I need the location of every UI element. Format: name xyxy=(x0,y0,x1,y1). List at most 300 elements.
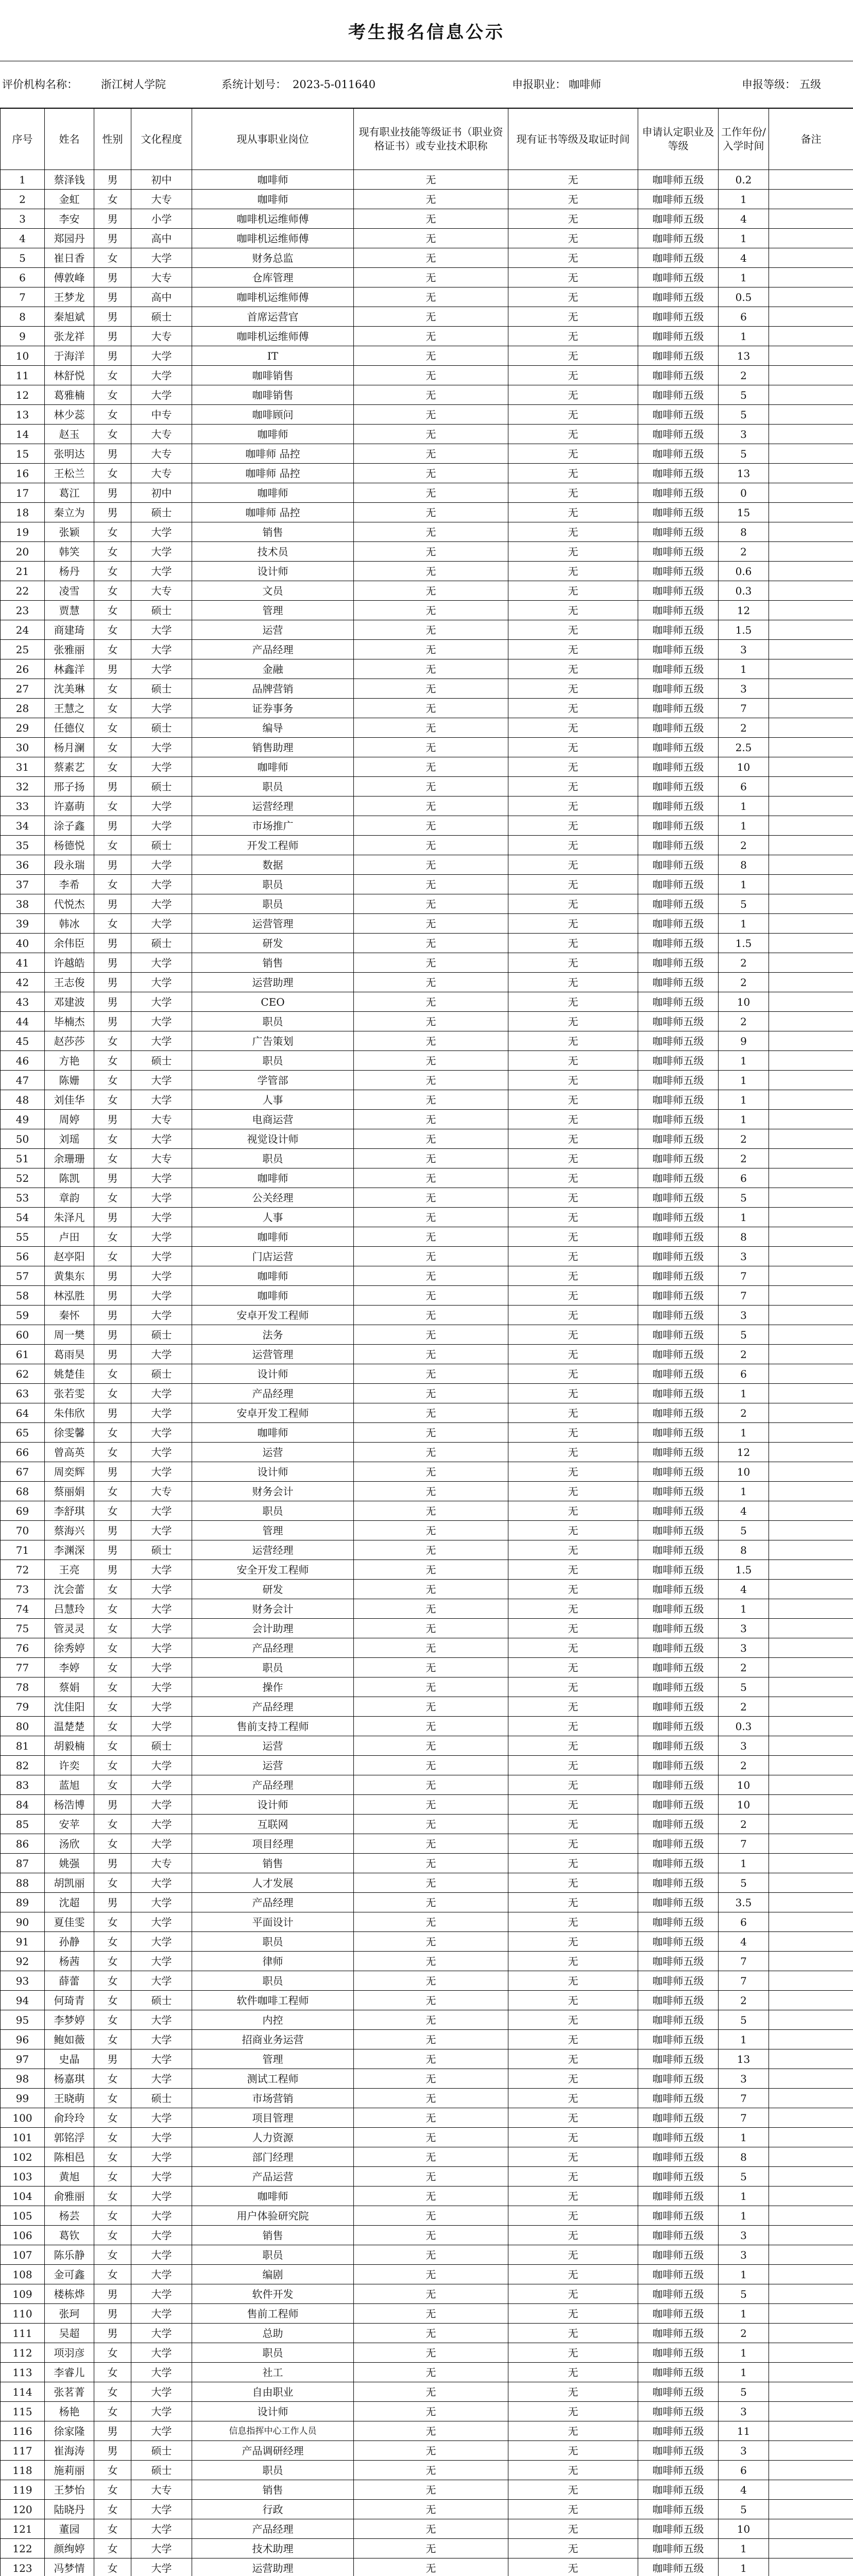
cell-education: 大学 xyxy=(131,1031,192,1051)
cell-applied-level: 咖啡师五级 xyxy=(638,601,719,620)
cell-applied-level: 咖啡师五级 xyxy=(638,1697,719,1717)
cell-work-years: 1 xyxy=(719,1482,769,1501)
cell-index: 66 xyxy=(1,1443,45,1462)
cell-gender: 男 xyxy=(94,346,131,366)
cell-name: 杨艳 xyxy=(45,2402,94,2421)
cell-cert-level: 无 xyxy=(508,229,638,248)
cell-applied-level: 咖啡师五级 xyxy=(638,1775,719,1795)
cell-remark xyxy=(769,1795,853,1815)
cell-remark xyxy=(769,170,853,190)
cell-name: 孙静 xyxy=(45,1932,94,1952)
cell-position: 设计师 xyxy=(192,1462,354,1482)
cell-work-years: 1 xyxy=(719,816,769,836)
cell-certificate: 无 xyxy=(354,1677,508,1697)
cell-name: 杨月澜 xyxy=(45,738,94,757)
cell-gender: 女 xyxy=(94,757,131,777)
cell-remark xyxy=(769,268,853,287)
cell-education: 小学 xyxy=(131,209,192,229)
cell-gender: 男 xyxy=(94,1110,131,1129)
table-row xyxy=(1,640,853,659)
cell-remark xyxy=(769,2324,853,2343)
cell-name: 张龙祥 xyxy=(45,327,94,346)
cell-cert-level: 无 xyxy=(508,190,638,209)
cell-name: 杨茜 xyxy=(45,1952,94,1971)
cell-certificate: 无 xyxy=(354,659,508,679)
cell-applied-level: 咖啡师五级 xyxy=(638,2108,719,2128)
table-row xyxy=(1,1521,853,1540)
cell-position: 运营助理 xyxy=(192,2558,354,2576)
cell-remark xyxy=(769,2363,853,2382)
cell-applied-level: 咖啡师五级 xyxy=(638,1893,719,1912)
cell-gender: 女 xyxy=(94,1482,131,1501)
cell-index: 21 xyxy=(1,562,45,581)
cell-remark xyxy=(769,2108,853,2128)
cell-name: 张明达 xyxy=(45,444,94,464)
cell-certificate: 无 xyxy=(354,796,508,816)
cell-gender: 男 xyxy=(94,2304,131,2324)
cell-position: 职员 xyxy=(192,875,354,894)
cell-work-years: 1 xyxy=(719,875,769,894)
cell-applied-level: 咖啡师五级 xyxy=(638,992,719,1012)
cell-applied-level: 咖啡师五级 xyxy=(638,581,719,601)
cell-cert-level: 无 xyxy=(508,2480,638,2500)
cell-education: 大学 xyxy=(131,542,192,562)
cell-remark xyxy=(769,2519,853,2539)
cell-position: 招商业务运营 xyxy=(192,2030,354,2049)
cell-name: 刘瑶 xyxy=(45,1129,94,1149)
cell-remark xyxy=(769,190,853,209)
cell-name: 管灵灵 xyxy=(45,1619,94,1638)
table-row xyxy=(1,992,853,1012)
cell-index: 86 xyxy=(1,1834,45,1854)
cell-cert-level: 无 xyxy=(508,2500,638,2519)
cell-certificate: 无 xyxy=(354,522,508,542)
table-row xyxy=(1,2304,853,2324)
cell-certificate: 无 xyxy=(354,327,508,346)
cell-name: 陈凯 xyxy=(45,1168,94,1188)
cell-gender: 男 xyxy=(94,1540,131,1560)
table-row xyxy=(1,679,853,699)
cell-index: 13 xyxy=(1,405,45,425)
cell-cert-level: 无 xyxy=(508,1697,638,1717)
cell-remark xyxy=(769,1482,853,1501)
cell-applied-level: 咖啡师五级 xyxy=(638,562,719,581)
cell-certificate: 无 xyxy=(354,1599,508,1619)
cell-index: 48 xyxy=(1,1090,45,1110)
cell-position: 管理 xyxy=(192,2049,354,2069)
cell-applied-level: 咖啡师五级 xyxy=(638,679,719,699)
cell-education: 大学 xyxy=(131,2343,192,2363)
cell-cert-level: 无 xyxy=(508,1521,638,1540)
cell-certificate: 无 xyxy=(354,2382,508,2402)
cell-remark xyxy=(769,973,853,992)
cell-education: 大学 xyxy=(131,2128,192,2147)
cell-position: 咖啡顾问 xyxy=(192,405,354,425)
cell-remark xyxy=(769,1345,853,1364)
cell-index: 114 xyxy=(1,2382,45,2402)
cell-name: 葛江 xyxy=(45,483,94,503)
cell-applied-level: 咖啡师五级 xyxy=(638,1717,719,1736)
cell-name: 刘佳华 xyxy=(45,1090,94,1110)
cell-work-years: 1 xyxy=(719,659,769,679)
cell-education: 大学 xyxy=(131,620,192,640)
col-header: 现有职业技能等级证书（职业资格证书）或专业技术职称 xyxy=(354,109,508,170)
cell-gender: 男 xyxy=(94,816,131,836)
applicant-table xyxy=(0,108,853,2576)
cell-applied-level: 咖啡师五级 xyxy=(638,268,719,287)
cell-name: 赵亭阳 xyxy=(45,1247,94,1266)
cell-name: 商建琦 xyxy=(45,620,94,640)
cell-name: 毕楠杰 xyxy=(45,1012,94,1031)
cell-remark xyxy=(769,2049,853,2069)
cell-work-years: 9 xyxy=(719,1031,769,1051)
cell-position: 职员 xyxy=(192,894,354,914)
cell-work-years: 1 xyxy=(719,2539,769,2558)
cell-remark xyxy=(769,1677,853,1697)
cell-remark xyxy=(769,542,853,562)
cell-applied-level: 咖啡师五级 xyxy=(638,2049,719,2069)
cell-position: 销售 xyxy=(192,2480,354,2500)
cell-work-years: 2 xyxy=(719,1012,769,1031)
cell-applied-level: 咖啡师五级 xyxy=(638,1952,719,1971)
cell-name: 俞雅丽 xyxy=(45,2187,94,2206)
cell-cert-level: 无 xyxy=(508,699,638,718)
cell-work-years: 3 xyxy=(719,1736,769,1756)
table-row xyxy=(1,1462,853,1482)
cell-name: 颜绚婷 xyxy=(45,2539,94,2558)
cell-position: 市场推广 xyxy=(192,816,354,836)
cell-index: 43 xyxy=(1,992,45,1012)
col-header: 姓名 xyxy=(45,109,94,170)
cell-cert-level: 无 xyxy=(508,1208,638,1227)
cell-cert-level: 无 xyxy=(508,1560,638,1580)
cell-work-years: 2 xyxy=(719,1658,769,1677)
cell-education: 硕士 xyxy=(131,503,192,522)
table-row xyxy=(1,1071,853,1090)
cell-position: 仓库管理 xyxy=(192,268,354,287)
cell-cert-level: 无 xyxy=(508,1168,638,1188)
cell-work-years: 8 xyxy=(719,1540,769,1560)
cell-remark xyxy=(769,757,853,777)
cell-applied-level: 咖啡师五级 xyxy=(638,346,719,366)
cell-work-years: 11 xyxy=(719,2421,769,2441)
cell-cert-level: 无 xyxy=(508,2558,638,2576)
cell-education: 大学 xyxy=(131,1462,192,1482)
cell-applied-level: 咖啡师五级 xyxy=(638,1795,719,1815)
table-row xyxy=(1,444,853,464)
cell-index: 100 xyxy=(1,2108,45,2128)
cell-gender: 男 xyxy=(94,1893,131,1912)
cell-applied-level: 咖啡师五级 xyxy=(638,777,719,796)
table-row xyxy=(1,1286,853,1306)
cell-cert-level: 无 xyxy=(508,1071,638,1090)
cell-remark xyxy=(769,1325,853,1345)
cell-name: 王晓萌 xyxy=(45,2089,94,2108)
cell-remark xyxy=(769,1051,853,1071)
cell-name: 葛钦 xyxy=(45,2226,94,2245)
cell-remark xyxy=(769,2343,853,2363)
cell-applied-level: 咖啡师五级 xyxy=(638,1873,719,1893)
cell-name: 许嘉萌 xyxy=(45,796,94,816)
table-row xyxy=(1,2480,853,2500)
cell-position: 财务会计 xyxy=(192,1599,354,1619)
table-row xyxy=(1,1815,853,1834)
cell-applied-level: 咖啡师五级 xyxy=(638,973,719,992)
cell-work-years: 3 xyxy=(719,1306,769,1325)
cell-index: 115 xyxy=(1,2402,45,2421)
cell-name: 余伟臣 xyxy=(45,934,94,953)
cell-cert-level: 无 xyxy=(508,1227,638,1247)
cell-education: 大学 xyxy=(131,1599,192,1619)
cell-gender: 女 xyxy=(94,796,131,816)
cell-index: 87 xyxy=(1,1854,45,1873)
cell-remark xyxy=(769,601,853,620)
table-body xyxy=(1,170,853,2576)
cell-name: 朱泽凡 xyxy=(45,1208,94,1227)
cell-gender: 女 xyxy=(94,2402,131,2421)
cell-name: 邓建波 xyxy=(45,992,94,1012)
cell-certificate: 无 xyxy=(354,1717,508,1736)
cell-index: 25 xyxy=(1,640,45,659)
cell-applied-level: 咖啡师五级 xyxy=(638,542,719,562)
cell-certificate: 无 xyxy=(354,2402,508,2421)
cell-education: 大学 xyxy=(131,1403,192,1423)
cell-position: 咖啡师 品控 xyxy=(192,444,354,464)
cell-certificate: 无 xyxy=(354,1540,508,1560)
cell-position: 职员 xyxy=(192,2245,354,2265)
cell-cert-level: 无 xyxy=(508,405,638,425)
cell-remark xyxy=(769,2402,853,2421)
cell-name: 林舒悦 xyxy=(45,366,94,385)
cell-index: 11 xyxy=(1,366,45,385)
cell-index: 85 xyxy=(1,1815,45,1834)
cell-position: 咖啡师 品控 xyxy=(192,503,354,522)
cell-applied-level: 咖啡师五级 xyxy=(638,1071,719,1090)
cell-education: 大学 xyxy=(131,346,192,366)
cell-gender: 男 xyxy=(94,894,131,914)
table-row xyxy=(1,2030,853,2049)
cell-index: 108 xyxy=(1,2265,45,2284)
cell-index: 107 xyxy=(1,2245,45,2265)
table-row xyxy=(1,2382,853,2402)
cell-cert-level: 无 xyxy=(508,464,638,483)
cell-index: 20 xyxy=(1,542,45,562)
table-row xyxy=(1,2500,853,2519)
cell-index: 84 xyxy=(1,1795,45,1815)
cell-gender: 女 xyxy=(94,1247,131,1266)
cell-gender: 男 xyxy=(94,209,131,229)
cell-education: 大学 xyxy=(131,1345,192,1364)
cell-name: 周婷 xyxy=(45,1110,94,1129)
cell-name: 吴超 xyxy=(45,2324,94,2343)
cell-index: 106 xyxy=(1,2226,45,2245)
col-header: 性别 xyxy=(94,109,131,170)
cell-index: 57 xyxy=(1,1266,45,1286)
cell-remark xyxy=(769,875,853,894)
table-row xyxy=(1,1168,853,1188)
cell-applied-level: 咖啡师五级 xyxy=(638,1482,719,1501)
cell-gender: 女 xyxy=(94,2069,131,2089)
table-header-row xyxy=(1,109,853,170)
table-row xyxy=(1,1501,853,1521)
cell-index: 15 xyxy=(1,444,45,464)
cell-education: 大学 xyxy=(131,2500,192,2519)
table-row xyxy=(1,1658,853,1677)
cell-work-years: 0.3 xyxy=(719,581,769,601)
cell-cert-level: 无 xyxy=(508,2441,638,2461)
cell-remark xyxy=(769,1717,853,1736)
cell-position: 管理 xyxy=(192,1521,354,1540)
cell-index: 22 xyxy=(1,581,45,601)
cell-gender: 女 xyxy=(94,1873,131,1893)
cell-certificate: 无 xyxy=(354,1912,508,1932)
cell-education: 硕士 xyxy=(131,777,192,796)
cell-cert-level: 无 xyxy=(508,738,638,757)
cell-index: 90 xyxy=(1,1912,45,1932)
cell-position: 咖啡师 xyxy=(192,1286,354,1306)
cell-work-years: 4 xyxy=(719,209,769,229)
cell-gender: 女 xyxy=(94,425,131,444)
cell-applied-level: 咖啡师五级 xyxy=(638,2089,719,2108)
cell-certificate: 无 xyxy=(354,248,508,268)
cell-gender: 女 xyxy=(94,1932,131,1952)
cell-applied-level: 咖啡师五级 xyxy=(638,1168,719,1188)
cell-position: 广告策划 xyxy=(192,1031,354,1051)
cell-remark xyxy=(769,1031,853,1051)
cell-name: 郑园丹 xyxy=(45,229,94,248)
cell-index: 116 xyxy=(1,2421,45,2441)
cell-remark xyxy=(769,307,853,327)
cell-certificate: 无 xyxy=(354,1110,508,1129)
cell-name: 崔海涛 xyxy=(45,2441,94,2461)
table-row xyxy=(1,1364,853,1384)
cell-gender: 女 xyxy=(94,2030,131,2049)
col-header: 备注 xyxy=(769,109,853,170)
cell-index: 28 xyxy=(1,699,45,718)
table-row xyxy=(1,1090,853,1110)
table-row xyxy=(1,2089,853,2108)
cell-remark xyxy=(769,1815,853,1834)
cell-certificate: 无 xyxy=(354,1775,508,1795)
cell-position: 安全开发工程师 xyxy=(192,1560,354,1580)
cell-certificate: 无 xyxy=(354,503,508,522)
cell-certificate: 无 xyxy=(354,2539,508,2558)
cell-index: 5 xyxy=(1,248,45,268)
cell-certificate: 无 xyxy=(354,2030,508,2049)
cell-index: 78 xyxy=(1,1677,45,1697)
cell-position: 运营经理 xyxy=(192,796,354,816)
cell-applied-level: 咖啡师五级 xyxy=(638,503,719,522)
cell-remark xyxy=(769,934,853,953)
cell-applied-level: 咖啡师五级 xyxy=(638,816,719,836)
cell-gender: 男 xyxy=(94,1168,131,1188)
cell-education: 大学 xyxy=(131,248,192,268)
cell-certificate: 无 xyxy=(354,1306,508,1325)
cell-gender: 女 xyxy=(94,1971,131,1991)
cell-education: 硕士 xyxy=(131,718,192,738)
cell-certificate: 无 xyxy=(354,307,508,327)
cell-position: 咖啡师 xyxy=(192,1227,354,1247)
cell-applied-level: 咖啡师五级 xyxy=(638,483,719,503)
cell-name: 于海洋 xyxy=(45,346,94,366)
table-row xyxy=(1,2461,853,2480)
cell-gender: 女 xyxy=(94,2206,131,2226)
cell-education: 大学 xyxy=(131,1952,192,1971)
cell-name: 王亮 xyxy=(45,1560,94,1580)
level-label: 申报等级： xyxy=(742,78,796,91)
cell-index: 8 xyxy=(1,307,45,327)
cell-cert-level: 无 xyxy=(508,620,638,640)
cell-certificate: 无 xyxy=(354,2304,508,2324)
cell-cert-level: 无 xyxy=(508,1306,638,1325)
cell-name: 汤欣 xyxy=(45,1834,94,1854)
table-row xyxy=(1,1638,853,1658)
table-row xyxy=(1,1854,853,1873)
cell-education: 中专 xyxy=(131,405,192,425)
table-row xyxy=(1,953,853,973)
cell-name: 施莉丽 xyxy=(45,2461,94,2480)
cell-name: 王志俊 xyxy=(45,973,94,992)
cell-certificate: 无 xyxy=(354,973,508,992)
cell-index: 14 xyxy=(1,425,45,444)
cell-work-years: 2 xyxy=(719,1815,769,1834)
cell-name: 沈佳阳 xyxy=(45,1697,94,1717)
cell-gender: 男 xyxy=(94,327,131,346)
cell-remark xyxy=(769,2245,853,2265)
cell-position: 市场营销 xyxy=(192,2089,354,2108)
cell-remark xyxy=(769,1306,853,1325)
cell-certificate: 无 xyxy=(354,2265,508,2284)
cell-certificate: 无 xyxy=(354,2069,508,2089)
cell-remark xyxy=(769,914,853,934)
cell-applied-level: 咖啡师五级 xyxy=(638,444,719,464)
cell-work-years: 10 xyxy=(719,757,769,777)
cell-index: 19 xyxy=(1,522,45,542)
col-header: 申请认定职业及等级 xyxy=(638,109,719,170)
cell-position: 测试工程师 xyxy=(192,2069,354,2089)
cell-education: 大学 xyxy=(131,2519,192,2539)
cell-index: 6 xyxy=(1,268,45,287)
cell-certificate: 无 xyxy=(354,2128,508,2147)
cell-gender: 男 xyxy=(94,229,131,248)
cell-position: 职员 xyxy=(192,1932,354,1952)
table-row xyxy=(1,1971,853,1991)
cell-name: 陈相邑 xyxy=(45,2147,94,2167)
cell-work-years: 1 xyxy=(719,1051,769,1071)
cell-applied-level: 咖啡师五级 xyxy=(638,229,719,248)
cell-position: 咖啡机运维师傅 xyxy=(192,229,354,248)
cell-remark xyxy=(769,1971,853,1991)
cell-name: 金虹 xyxy=(45,190,94,209)
cell-gender: 男 xyxy=(94,1208,131,1227)
cell-education: 大学 xyxy=(131,894,192,914)
cell-certificate: 无 xyxy=(354,1364,508,1384)
cell-work-years: 4 xyxy=(719,248,769,268)
cell-remark xyxy=(769,679,853,699)
cell-name: 周奕辉 xyxy=(45,1462,94,1482)
cell-applied-level: 咖啡师五级 xyxy=(638,2402,719,2421)
cell-applied-level: 咖啡师五级 xyxy=(638,2421,719,2441)
cell-index: 96 xyxy=(1,2030,45,2049)
cell-index: 56 xyxy=(1,1247,45,1266)
cell-education: 大学 xyxy=(131,757,192,777)
cell-cert-level: 无 xyxy=(508,1873,638,1893)
cell-education: 大学 xyxy=(131,2539,192,2558)
cell-work-years: 1 xyxy=(719,268,769,287)
cell-work-years: 1 xyxy=(719,1423,769,1443)
cell-index: 104 xyxy=(1,2187,45,2206)
cell-education: 大学 xyxy=(131,914,192,934)
